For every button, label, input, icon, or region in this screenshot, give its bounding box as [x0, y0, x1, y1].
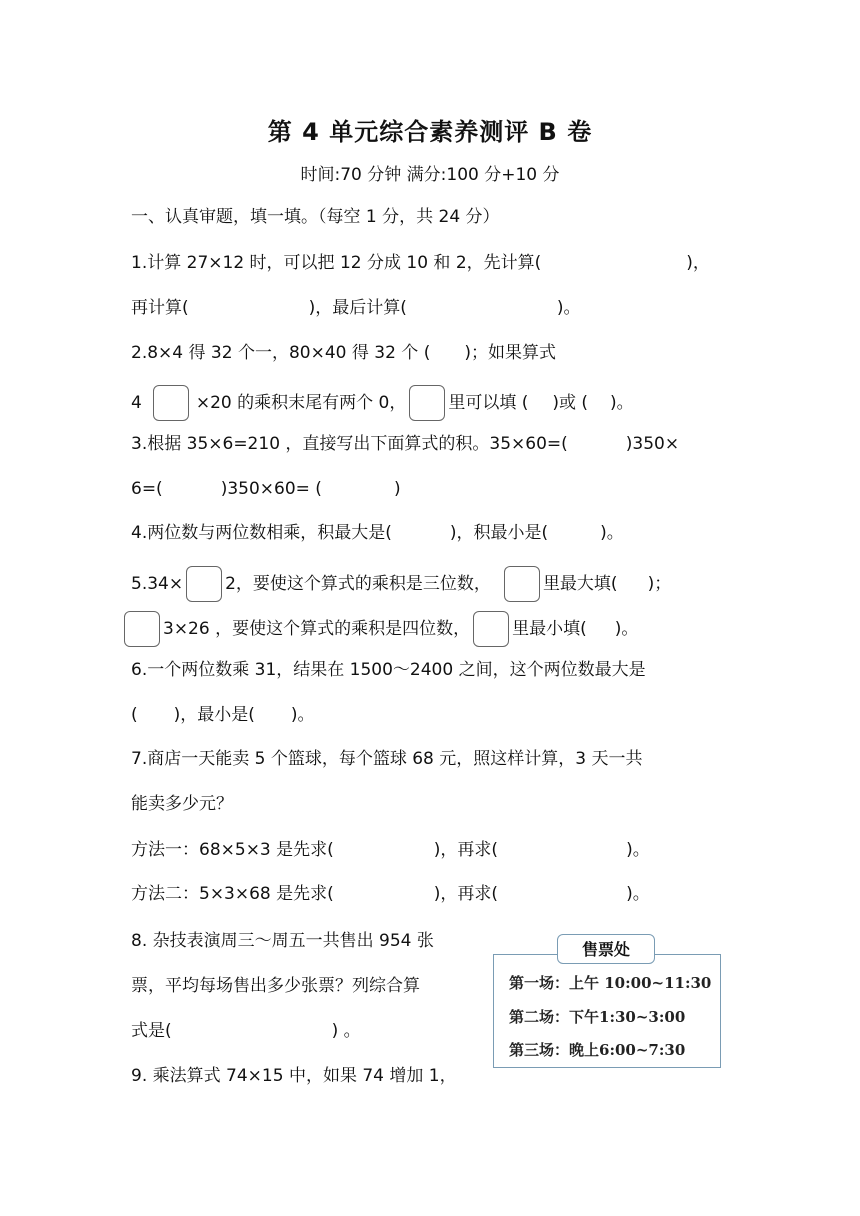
q5-text-a: 5.34×: [131, 574, 184, 594]
q5-box-4[interactable]: [473, 611, 509, 647]
page-title: 第 4 单元综合素养测评 B 卷: [267, 118, 593, 146]
q9-text-a: 9. 乘法算式 74×15 中，如果 74 增加 1，: [131, 1066, 457, 1086]
q8-text-c: 式是(: [131, 1021, 172, 1041]
q3-text-d: )350×60= (: [220, 479, 322, 499]
ticket-row-3: 第三场：晚上6:00~7:30: [509, 1041, 686, 1059]
ticket-row-2: 第二场：下午1:30~3:00: [509, 1008, 686, 1026]
q2-text-f: )或 (: [552, 393, 589, 413]
q5-text-g: )。: [614, 619, 639, 639]
q2-text-g: )。: [610, 393, 634, 413]
question-1-line-1: [131, 251, 710, 275]
section-heading: 一、认真审题，填一填。（每空 1 分，共 24 分）: [131, 207, 500, 227]
question-8-line-1: [131, 929, 434, 953]
q4-text-b: )，积最小是(: [449, 523, 549, 543]
question-2-line-1: [131, 341, 556, 365]
q7-m2-text-a: 方法二：5×3×68 是先求(: [131, 884, 334, 904]
q1-text-b: )，: [686, 253, 710, 273]
q1-text-d: )，最后计算(: [308, 298, 407, 318]
q2-text-c: 4: [131, 393, 142, 413]
question-6-line-2: [131, 703, 315, 727]
question-3-line-1: [131, 432, 679, 456]
question-4: [131, 521, 624, 545]
q5-text-f: 里最小填(: [512, 619, 587, 639]
q3-text-a: 3.根据 35×6=210 ，直接写出下面算式的积。35×60=(: [131, 434, 568, 454]
question-6-line-1: [131, 658, 646, 682]
q2-box-1[interactable]: [153, 385, 189, 421]
q1-text-a: 1.计算 27×12 时，可以把 12 分成 10 和 2，先计算(: [131, 253, 542, 273]
q6-text-a: 6.一个两位数乘 31，结果在 1500～2400 之间，这个两位数最大是: [131, 660, 646, 680]
q2-text-d: ×20 的乘积末尾有两个 0，: [195, 393, 407, 413]
q8-text-d: ) 。: [331, 1021, 361, 1041]
q5-box-3[interactable]: [124, 611, 160, 647]
question-9-line-1: [131, 1064, 457, 1088]
q2-text-b: )；如果算式: [464, 343, 556, 363]
q1-text-c: 再计算(: [131, 298, 189, 318]
q2-box-2[interactable]: [409, 385, 445, 421]
q5-text-b: 2，要使这个算式的乘积是三位数，: [225, 574, 491, 594]
q6-text-c: )，最小是(: [173, 705, 255, 725]
question-8-line-3: [131, 1019, 361, 1043]
q4-text-a: 4.两位数与两位数相乘，积最大是(: [131, 523, 392, 543]
q3-text-c: 6=(: [131, 479, 163, 499]
question-7-line-2: [131, 792, 233, 816]
question-8-line-2: [131, 974, 420, 998]
question-1-line-2: [131, 296, 581, 320]
q7-m2-text-b: )，再求(: [433, 884, 499, 904]
q3-text-e: ): [393, 479, 401, 499]
page-subtitle: 时间:70 分钟 满分:100 分+10 分: [300, 165, 560, 185]
q5-box-1[interactable]: [186, 566, 222, 602]
q6-text-b: (: [131, 705, 138, 725]
q8-text-b: 票，平均每场售出多少张票？列综合算: [131, 976, 420, 996]
q7-m1-text-a: 方法一：68×5×3 是先求(: [131, 840, 334, 860]
question-7-method-2: [131, 882, 650, 906]
q5-box-2[interactable]: [504, 566, 540, 602]
q6-text-d: )。: [290, 705, 315, 725]
q7-m1-text-c: )。: [626, 840, 650, 860]
question-3-line-2: [131, 477, 401, 501]
q7-text-b: 能卖多少元？: [131, 794, 233, 814]
q7-m1-text-b: )，再求(: [433, 840, 499, 860]
q7-m2-text-c: )。: [626, 884, 650, 904]
q4-text-c: )。: [600, 523, 624, 543]
q3-text-b: )350×: [625, 434, 680, 454]
question-5-line-2: [121, 611, 638, 647]
q5-text-e: 3×26 ，要使这个算式的乘积是四位数，: [163, 619, 471, 639]
question-7-method-1: [131, 838, 650, 862]
q7-text-a: 7.商店一天能卖 5 个篮球，每个篮球 68 元，照这样计算，3 天一共: [131, 749, 643, 769]
q1-text-e: )。: [556, 298, 581, 318]
q2-text-e: 里可以填 (: [448, 393, 529, 413]
q8-text-a: 8. 杂技表演周三～周五一共售出 954 张: [131, 931, 434, 951]
ticket-row-1: 第一场：上午 10:00~11:30: [509, 974, 712, 992]
q5-text-c: 里最大填(: [542, 574, 618, 594]
q5-text-d: )；: [647, 574, 672, 594]
q2-text-a: 2.8×4 得 32 个一，80×40 得 32 个 (: [131, 343, 431, 363]
question-5-line-1: [131, 566, 671, 602]
question-7-line-1: [131, 747, 643, 771]
question-2-line-2: [131, 385, 634, 421]
ticket-office-title: 售票处: [557, 934, 655, 964]
